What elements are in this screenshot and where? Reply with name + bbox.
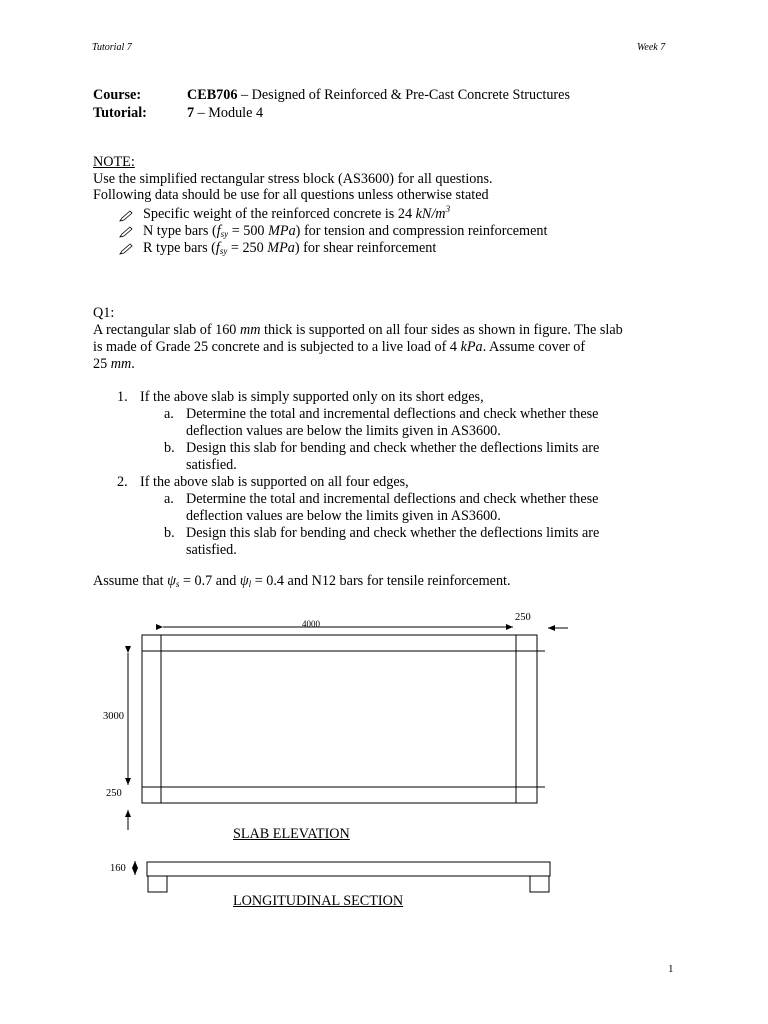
- item-2b-label: b.: [164, 525, 175, 541]
- pencil-bullet-icon: [119, 210, 133, 222]
- tutorial-number: 7: [187, 105, 195, 121]
- section-slab: [147, 862, 550, 876]
- note-bullet-3: [143, 240, 436, 257]
- section-support-left: [148, 876, 167, 892]
- assume-a: Assume that: [93, 573, 168, 589]
- dim-250-top-label: 250: [515, 612, 531, 623]
- tutorial-line: [187, 105, 263, 122]
- b3-val: = 250: [227, 240, 268, 256]
- b1-sup: 3: [445, 204, 451, 214]
- b1-unit: kN/m: [415, 206, 446, 222]
- section-support-right: [530, 876, 549, 892]
- b2-unit: MPa: [268, 223, 296, 239]
- q1-para-line-3: [93, 356, 135, 373]
- b2-pre: N type bars (: [143, 223, 217, 239]
- course-label: Course:: [93, 87, 142, 103]
- item-2a-label: a.: [164, 491, 174, 507]
- item-2b-line-1: Design this slab for bending and check whether the deflections limits are: [186, 525, 600, 541]
- b3-post: ) for shear reinforcement: [294, 240, 437, 256]
- item-2-number: 2.: [117, 474, 128, 490]
- item-1a-line-2: deflection values are below the limits given in AS3600.: [186, 423, 501, 439]
- item-2b-line-2: satisfied.: [186, 542, 237, 558]
- pencil-bullet-icon: [119, 226, 133, 238]
- dim-4000-label: 4000: [302, 619, 320, 629]
- note-heading: NOTE:: [93, 154, 135, 170]
- course-code: CEB706: [187, 87, 238, 103]
- item-1b-label: b.: [164, 440, 175, 456]
- assume-b: = 0.7 and: [179, 573, 240, 589]
- q1-p1-a: A rectangular slab of 160: [93, 322, 240, 338]
- q1-p2-a: is made of Grade 25 concrete and is subjected to a live load of 4: [93, 339, 461, 355]
- assume-c: = 0.4 and N12 bars for tensile reinforcement.: [251, 573, 511, 589]
- q1-p3-b: .: [131, 356, 135, 372]
- b3-sub: sy: [219, 246, 228, 256]
- b2-sub: sy: [220, 229, 229, 239]
- b1-text: Specific weight of the reinforced concrete is 24: [143, 206, 416, 222]
- header-left: Tutorial 7: [92, 42, 132, 53]
- note-bullet-1: [143, 206, 450, 223]
- dim-160-label: 160: [110, 863, 126, 874]
- pencil-bullet-icon: [119, 243, 133, 255]
- caption-longitudinal-section: LONGITUDINAL SECTION: [233, 893, 404, 909]
- course-line: [187, 87, 570, 104]
- q1-p3-a: 25: [93, 356, 111, 372]
- b2-val: = 500: [228, 223, 269, 239]
- dim-3000-label: 3000: [103, 711, 124, 722]
- q1-p2-b: . Assume cover of: [482, 339, 586, 355]
- q1-p1-b: thick is supported on all four sides as shown in figure. The slab: [260, 322, 623, 338]
- page-number: 1: [668, 963, 674, 975]
- item-1b-line-1: Design this slab for bending and check whether the deflections limits are: [186, 440, 600, 456]
- tutorial-label: Tutorial:: [93, 105, 147, 121]
- q1-para-line-2: [93, 339, 585, 356]
- psi-l-sub: l: [248, 579, 252, 589]
- item-1b-line-2: satisfied.: [186, 457, 237, 473]
- header-right: Week 7: [637, 42, 666, 53]
- q1-p2-kpa: kPa: [460, 339, 483, 355]
- item-1-number: 1.: [117, 389, 128, 405]
- item-2a-line-2: deflection values are below the limits given in AS3600.: [186, 508, 501, 524]
- psi-s: ψ: [167, 573, 176, 589]
- note-line-2: Following data should be use for all questions unless otherwise stated: [93, 187, 489, 203]
- item-1a-line-1: Determine the total and incremental deflections and check whether these: [186, 406, 599, 422]
- note-line-1: Use the simplified rectangular stress block (AS3600) for all questions.: [93, 171, 493, 187]
- note-bullet-2: [143, 223, 547, 240]
- psi-s-sub: s: [175, 579, 180, 589]
- q1-p1-mm: mm: [239, 322, 261, 338]
- b3-unit: MPa: [267, 240, 295, 256]
- item-1-text: If the above slab is simply supported only on its short edges,: [140, 389, 484, 405]
- b2-f: f: [216, 223, 221, 239]
- q1-label: Q1:: [93, 305, 115, 321]
- item-2-text: If the above slab is supported on all four edges,: [140, 474, 409, 490]
- assume-line: [93, 573, 511, 590]
- tutorial-module: – Module 4: [194, 105, 264, 121]
- caption-slab-elevation: SLAB ELEVATION: [233, 826, 350, 842]
- q1-p3-mm: mm: [110, 356, 132, 372]
- dim-250-left-label: 250: [106, 788, 122, 799]
- psi-l: ψ: [239, 573, 249, 589]
- b3-f: f: [215, 240, 220, 256]
- item-2a-line-1: Determine the total and incremental deflections and check whether these: [186, 491, 599, 507]
- course-title: – Designed of Reinforced & Pre-Cast Concrete Structures: [237, 87, 570, 103]
- q1-para-line-1: [93, 322, 623, 339]
- slab-outline: [142, 635, 537, 803]
- b2-post: ) for tension and compression reinforcement: [295, 223, 548, 239]
- item-1a-label: a.: [164, 406, 174, 422]
- b3-pre: R type bars (: [143, 240, 216, 256]
